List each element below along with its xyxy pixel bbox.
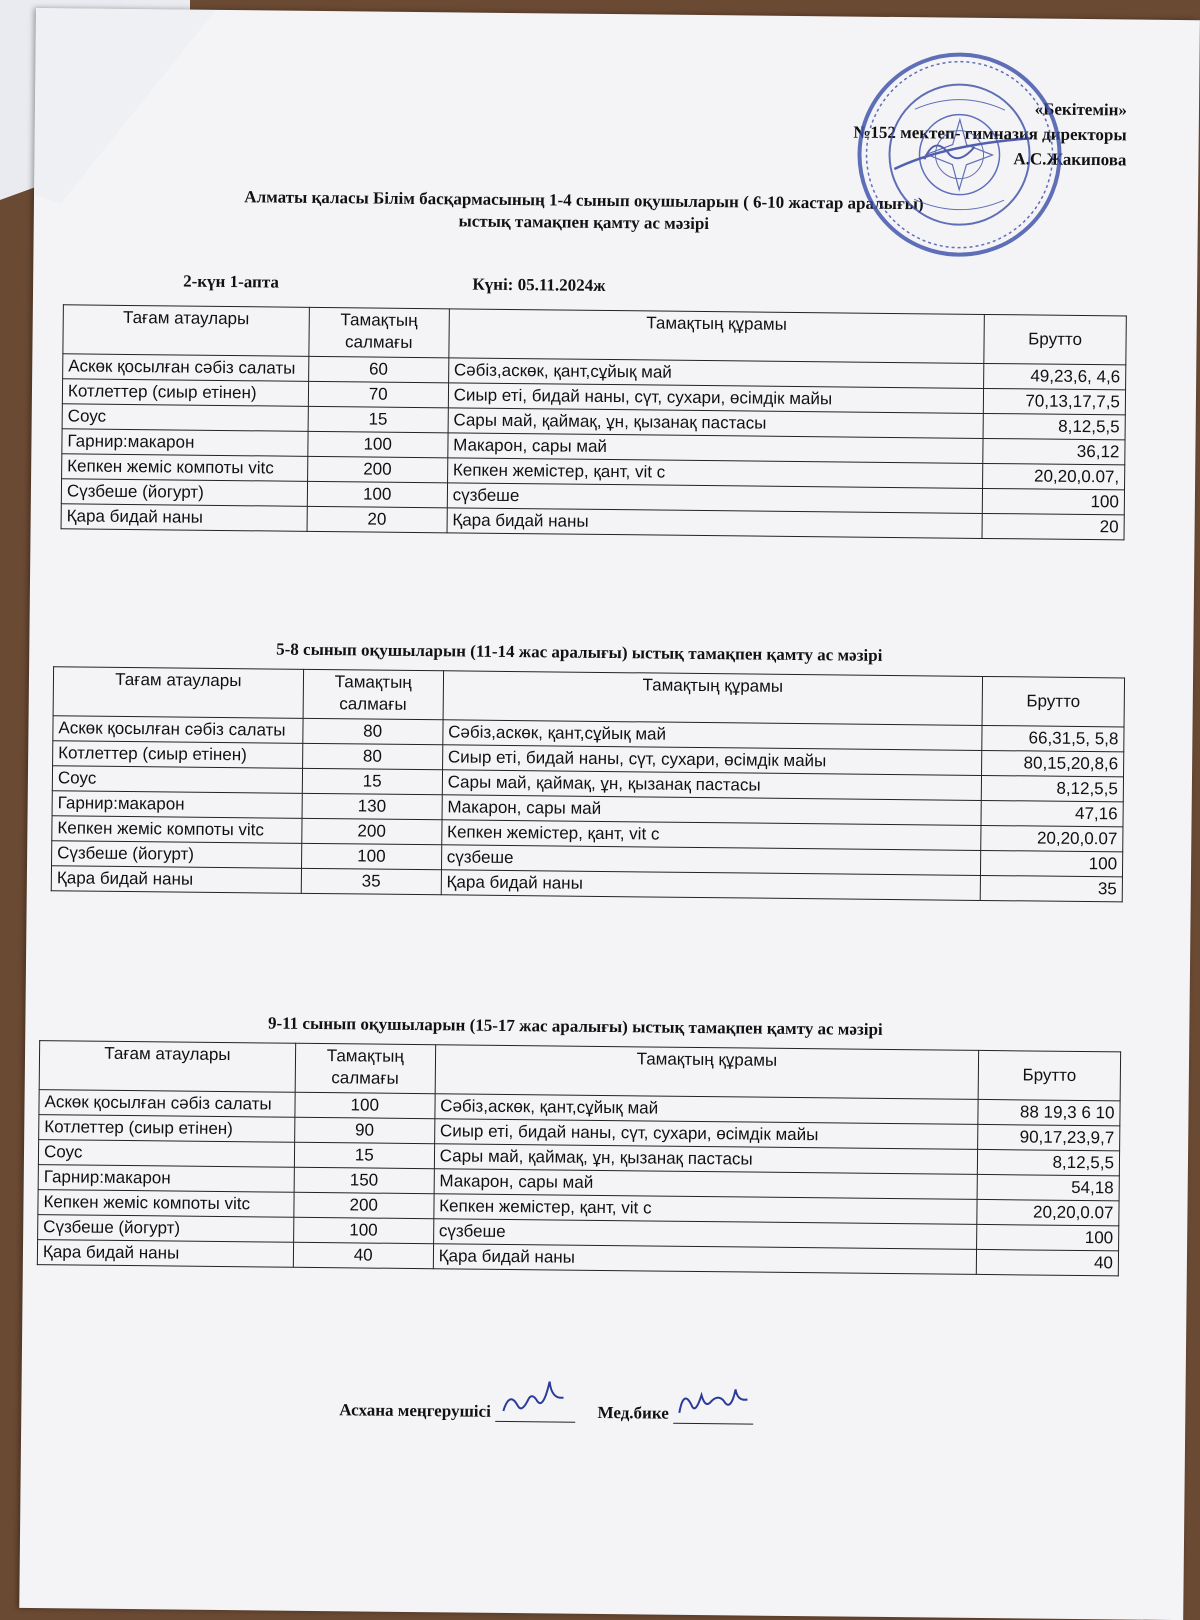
dish-brutto: 40 xyxy=(976,1249,1118,1275)
menu-table-grades-1-4 xyxy=(61,304,1127,540)
dish-name: Қара бидай наны xyxy=(37,1240,293,1268)
dish-name: Қара бидай наны xyxy=(51,866,301,894)
dish-name: Аскөк қосылған сәбіз салаты xyxy=(39,1090,295,1118)
menu-table-grades-9-11 xyxy=(37,1040,1121,1276)
overlapping-sheet-corner xyxy=(34,8,216,205)
header-composition: Тамақтың құрамы xyxy=(449,309,985,364)
header-brutto: Брутто xyxy=(984,314,1126,364)
section-2-title: 5-8 сынып оқушыларын (11-14 жас аралығы) ыстық тамақпен қамту ас мәзірі xyxy=(276,639,883,665)
day-week: 2-күн 1-апта xyxy=(183,271,280,292)
dish-weight: 100 xyxy=(293,1217,433,1243)
dish-name: Қара бидай наны xyxy=(61,504,307,532)
approval-line-1: «Бекітемін» xyxy=(1034,99,1128,120)
dish-brutto: 20 xyxy=(982,513,1124,539)
dish-weight: 40 xyxy=(293,1242,433,1268)
dish-composition: Қара бидай наны xyxy=(441,870,981,901)
dish-brutto: 88 19,3 6 10 xyxy=(978,1099,1120,1125)
menu-date: Күні: 05.11.2024ж xyxy=(472,274,606,295)
dish-composition: Сиыр еті, бидай наны, сүт, сухари, өсімдік майы xyxy=(442,745,982,776)
dish-name: Сүзбеше (йогурт) xyxy=(61,479,307,507)
dish-composition: сүзбеше xyxy=(447,483,983,514)
dish-name: Кепкен жеміс компоты vitc xyxy=(52,816,302,844)
section-3-title: 9-11 сынып оқушыларын (15-17 жас аралығы) ыстық тамақпен қамту ас мәзірі xyxy=(267,1013,883,1039)
header-brutto: Брутто xyxy=(982,676,1124,726)
dish-weight: 200 xyxy=(294,1192,434,1218)
dish-weight: 100 xyxy=(308,431,448,457)
dish-weight: 15 xyxy=(308,406,448,432)
menu-title-line-1: Алматы қаласы Білім басқармасының 1-4 сынып оқушыларын ( 6-10 жастар аралығы) xyxy=(244,187,924,214)
dish-composition: Кепкен жемістер, қант, vit c xyxy=(447,458,983,489)
dish-brutto: 35 xyxy=(980,875,1122,901)
dish-weight: 70 xyxy=(308,381,448,407)
dish-name: Сүзбеше (йогурт) xyxy=(52,841,302,869)
menu-title-line-2: ыстық тамақпен қамту ас мәзірі xyxy=(458,211,710,234)
dish-weight: 80 xyxy=(302,743,442,769)
dish-name: Аскөк қосылған сәбіз салаты xyxy=(63,354,309,382)
dish-weight: 150 xyxy=(294,1167,434,1193)
dish-weight: 100 xyxy=(295,1092,435,1118)
day-info xyxy=(183,272,606,296)
header-weight: Тамақтың салмағы xyxy=(303,669,443,719)
dish-name: Аскөк қосылған сәбіз салаты xyxy=(53,716,303,744)
signature-line xyxy=(339,1379,753,1424)
dish-composition: Сары май, қаймақ, ұн, қызанақ пастасы xyxy=(448,408,984,439)
dish-name: Кепкен жеміс компоты vitc xyxy=(62,454,308,482)
dish-name: Котлеттер (сиыр етінен) xyxy=(62,379,308,407)
handwritten-signature-icon xyxy=(495,1381,575,1422)
dish-brutto: 90,17,23,9,7 xyxy=(978,1124,1120,1150)
dish-brutto: 70,13,17,7,5 xyxy=(983,388,1125,414)
dish-composition: Макарон, сары май xyxy=(442,795,982,826)
dish-name: Гарнир:макарон xyxy=(52,791,302,819)
dish-weight: 35 xyxy=(301,868,441,894)
dish-composition: Макарон, сары май xyxy=(448,433,984,464)
handwritten-signature-icon xyxy=(673,1383,753,1424)
dish-name: Соус xyxy=(38,1140,294,1168)
dish-composition: сүзбеше xyxy=(433,1219,977,1250)
header-name: Тағам атаулары xyxy=(53,667,303,719)
dish-composition: Сары май, қаймақ, ұн, қызанақ пастасы xyxy=(442,770,982,801)
dish-composition: Сиыр еті, бидай наны, сүт, сухари, өсімдік майы xyxy=(448,383,984,414)
kitchen-head-label: Асхана меңгерушісі xyxy=(339,1400,491,1421)
dish-weight: 200 xyxy=(302,818,442,844)
dish-name: Гарнир:макарон xyxy=(38,1165,294,1193)
dish-name: Соус xyxy=(62,404,308,432)
table-body xyxy=(37,1090,1120,1276)
approval-line-3: А.С.Жакипова xyxy=(1013,149,1127,170)
dish-weight: 90 xyxy=(294,1117,434,1143)
menu-document xyxy=(19,8,1200,1620)
dish-weight: 15 xyxy=(302,768,442,794)
dish-brutto: 66,31,5, 5,8 xyxy=(982,725,1124,751)
dish-composition: Сиыр еті, бидай наны, сүт, сухари, өсімдік майы xyxy=(434,1119,978,1150)
dish-composition: Макарон, сары май xyxy=(434,1169,978,1200)
table-body xyxy=(51,716,1124,902)
dish-weight: 200 xyxy=(307,456,447,482)
header-brutto: Брутто xyxy=(978,1050,1120,1100)
dish-composition: Сәбіз,аскөк, қант,сұйық май xyxy=(443,720,983,751)
nurse-signature xyxy=(673,1383,753,1425)
dish-composition: Сары май, қаймақ, ұн, қызанақ пастасы xyxy=(434,1144,978,1175)
dish-name: Кепкен жеміс компоты vitc xyxy=(38,1190,294,1218)
table-body xyxy=(61,354,1126,540)
header-weight: Тамақтың салмағы xyxy=(309,307,449,357)
dish-composition: Сәбіз,аскөк, қант,сұйық май xyxy=(435,1094,979,1125)
dish-composition: Кепкен жемістер, қант, vit c xyxy=(434,1194,978,1225)
dish-brutto: 47,16 xyxy=(981,800,1123,826)
dish-brutto: 80,15,20,8,6 xyxy=(982,750,1124,776)
header-composition: Тамақтың құрамы xyxy=(435,1045,979,1100)
dish-composition: Қара бидай наны xyxy=(447,508,983,539)
dish-weight: 15 xyxy=(294,1142,434,1168)
dish-brutto: 54,18 xyxy=(977,1174,1119,1200)
header-name: Тағам атаулары xyxy=(63,305,309,357)
dish-weight: 20 xyxy=(307,506,447,532)
dish-brutto: 49,23,6, 4,6 xyxy=(984,363,1126,389)
dish-name: Сүзбеше (йогурт) xyxy=(38,1215,294,1243)
dish-composition: Қара бидай наны xyxy=(433,1244,977,1275)
school-seal-icon xyxy=(853,49,1065,261)
dish-brutto: 100 xyxy=(977,1224,1119,1250)
dish-brutto: 8,12,5,5 xyxy=(981,775,1123,801)
dish-weight: 100 xyxy=(301,843,441,869)
dish-composition: Сәбіз,аскөк, қант,сұйық май xyxy=(448,358,984,389)
menu-table-grades-5-8 xyxy=(51,666,1125,902)
nurse-label: Мед.бике xyxy=(597,1402,669,1423)
dish-name: Соус xyxy=(52,766,302,794)
dish-weight: 100 xyxy=(307,481,447,507)
header-name: Тағам атаулары xyxy=(39,1041,295,1093)
header-composition: Тамақтың құрамы xyxy=(443,671,983,726)
dish-composition: Кепкен жемістер, қант, vit c xyxy=(441,820,981,851)
dish-brutto: 20,20,0.07, xyxy=(983,463,1125,489)
dish-brutto: 20,20,0.07 xyxy=(981,825,1123,851)
dish-weight: 80 xyxy=(303,718,443,744)
dish-brutto: 8,12,5,5 xyxy=(983,413,1125,439)
approval-line-2: №152 мектеп- гимназия директоры xyxy=(853,122,1127,145)
dish-weight: 60 xyxy=(308,356,448,382)
dish-name: Котлеттер (сиыр етінен) xyxy=(39,1115,295,1143)
dish-composition: сүзбеше xyxy=(441,845,981,876)
dish-brutto: 36,12 xyxy=(983,438,1125,464)
header-weight: Тамақтың салмағы xyxy=(295,1043,435,1093)
dish-brutto: 20,20,0.07 xyxy=(977,1199,1119,1225)
dish-weight: 130 xyxy=(302,793,442,819)
dish-brutto: 8,12,5,5 xyxy=(977,1149,1119,1175)
dish-brutto: 100 xyxy=(982,488,1124,514)
kitchen-head-signature xyxy=(495,1381,575,1423)
dish-name: Гарнир:макарон xyxy=(62,429,308,457)
dish-brutto: 100 xyxy=(980,850,1122,876)
dish-name: Котлеттер (сиыр етінен) xyxy=(53,741,303,769)
